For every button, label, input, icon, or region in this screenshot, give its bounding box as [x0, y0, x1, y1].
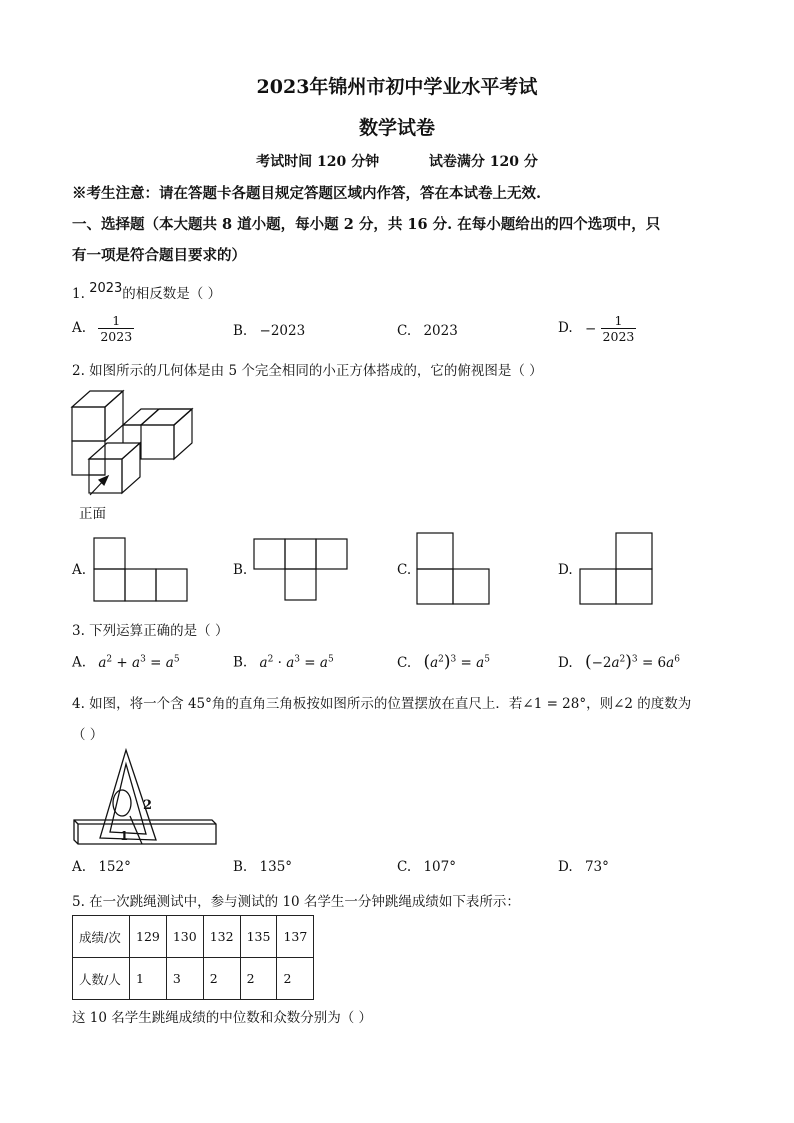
- fraction-denominator: 2023: [100, 329, 133, 344]
- option-label: D.: [558, 859, 573, 875]
- option-label: B.: [233, 859, 248, 875]
- q4-option-d[interactable]: [558, 859, 609, 875]
- option-formula: $(-2a^2)^3 = 6a^6$: [584, 652, 680, 672]
- question-4-stem: 4. 如图，将一个含 45°角的直角三角板按如图所示的位置摆放在直尺上．若∠1 = 28°，则∠2 的度数为: [72, 696, 692, 712]
- table-cell: 2: [240, 958, 277, 1000]
- angle-2-label: 2: [143, 798, 153, 813]
- table-cell: 成绩/次: [73, 916, 130, 958]
- question-2-stem: 2. 如图所示的几何体是由 5 个完全相同的小正方体搭成的，它的俯视图是（ ）: [72, 363, 543, 379]
- fraction-numerator: 1: [98, 313, 134, 329]
- q2-option-d-figure[interactable]: [579, 532, 655, 606]
- score-info: 试卷满分 120 分: [428, 154, 538, 170]
- q4-option-b[interactable]: [233, 859, 292, 875]
- fraction-numerator: 1: [601, 313, 637, 329]
- table-cell: 人数/人: [73, 958, 130, 1000]
- question-5-question: 这 10 名学生跳绳成绩的中位数和众数分别为（ ）: [72, 1010, 373, 1026]
- option-label: D.: [558, 320, 573, 336]
- question-1-value: 2023: [89, 281, 123, 296]
- notice: ※考生注意：请在答题卡各题目规定答题区域内作答，答在本试卷上无效.: [72, 185, 542, 202]
- exam-title: 2023年锦州市初中学业水平考试: [256, 76, 538, 98]
- section-heading-line2: 有一项是符合题目要求的）: [72, 247, 246, 264]
- q1-option-a[interactable]: [72, 313, 134, 344]
- front-view-label: 正面: [79, 506, 106, 522]
- option-value: 73°: [584, 859, 609, 875]
- question-4-paren: （ ）: [72, 727, 104, 743]
- option-label: C.: [397, 859, 412, 875]
- table-cell: 2: [203, 958, 240, 1000]
- angle-1-label: 1: [120, 829, 129, 843]
- table-cell: 3: [166, 958, 203, 1000]
- q2-option-b-figure[interactable]: [253, 538, 349, 602]
- question-3-stem: 3. 下列运算正确的是（ ）: [72, 623, 229, 639]
- q1-option-c[interactable]: [397, 323, 458, 339]
- q4-option-a[interactable]: [72, 859, 131, 875]
- q3-option-b[interactable]: [233, 654, 334, 671]
- option-value: 135°: [259, 859, 293, 875]
- option-value: 152°: [98, 859, 131, 875]
- exam-info: [0, 151, 794, 171]
- table-cell: 132: [203, 916, 240, 958]
- q2-option-a-label[interactable]: A.: [72, 562, 87, 578]
- option-label: B.: [233, 323, 248, 339]
- q3-option-d[interactable]: [558, 652, 680, 672]
- fraction-denominator: 2023: [602, 329, 635, 344]
- q2-option-c-label[interactable]: C.: [397, 562, 412, 578]
- option-label: A.: [72, 320, 87, 336]
- option-label: C.: [397, 323, 412, 339]
- option-formula: $(a^2)^3 = a^5$: [423, 652, 490, 672]
- q1-option-d[interactable]: [558, 313, 636, 344]
- option-formula: $a^2 \cdot a^3 = a^5$: [259, 654, 334, 671]
- time-info: 考试时间 120 分钟: [256, 154, 380, 170]
- score-table: [72, 915, 314, 1000]
- option-label: C.: [397, 655, 412, 671]
- question-1-number: 1.: [72, 286, 85, 302]
- table-row: [73, 916, 314, 958]
- table-cell: 130: [166, 916, 203, 958]
- q3-option-a[interactable]: [72, 654, 180, 671]
- exam-subject: 数学试卷: [358, 117, 435, 139]
- q2-option-d-label[interactable]: D.: [558, 562, 573, 578]
- q3-option-c[interactable]: [397, 652, 490, 672]
- option-formula: $a^2 + a^3 = a^5$: [98, 654, 180, 671]
- q2-option-b-label[interactable]: B.: [233, 562, 248, 578]
- table-cell: 2: [277, 958, 314, 1000]
- q4-option-c[interactable]: [397, 859, 456, 875]
- option-value: 107°: [423, 859, 456, 875]
- option-label: A.: [72, 654, 87, 671]
- table-row: [73, 958, 314, 1000]
- table-cell: 137: [277, 916, 314, 958]
- q1-option-b[interactable]: [233, 323, 305, 339]
- triangle-ruler-figure: [70, 748, 220, 850]
- option-sign: −: [584, 320, 597, 337]
- option-value: 2023: [423, 323, 458, 339]
- question-1-text: 的相反数是（ ）: [122, 286, 222, 302]
- question-1-stem: [72, 282, 221, 302]
- option-label: B.: [233, 654, 248, 671]
- table-cell: 1: [130, 958, 167, 1000]
- q2-option-c-figure[interactable]: [416, 532, 492, 606]
- q2-option-a-figure[interactable]: [93, 537, 189, 603]
- option-value: −2023: [259, 323, 306, 339]
- section-heading-line1: 一、选择题（本大题共 8 道小题，每小题 2 分，共 16 分. 在每小题给出的四个选项中，只: [72, 216, 661, 233]
- table-cell: 135: [240, 916, 277, 958]
- question-5-stem: 5. 在一次跳绳测试中，参与测试的 10 名学生一分钟跳绳成绩如下表所示：: [72, 894, 520, 910]
- table-cell: 129: [130, 916, 167, 958]
- option-label: A.: [72, 859, 87, 875]
- option-label: D.: [558, 655, 573, 671]
